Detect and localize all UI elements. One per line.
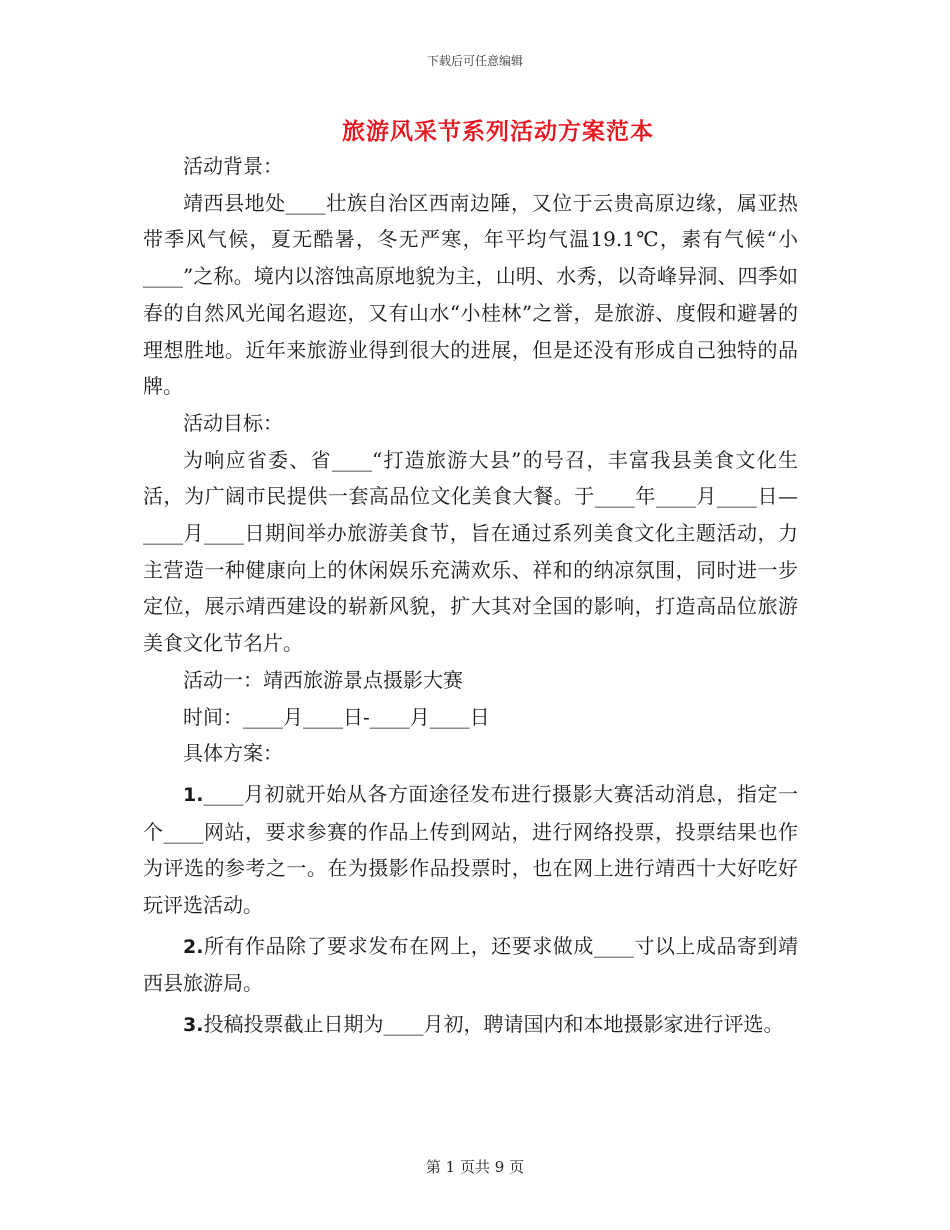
plan-heading: 具体方案： [183, 741, 283, 766]
page-header: 下载后可任意编辑 [426, 54, 523, 68]
item-text: 所有作品除了要求发布在网上，还要求做成____寸以上成品寄到靖西县旅游局。 [143, 933, 798, 996]
numbered-item-2 [143, 928, 798, 1002]
section-heading-goal: 活动目标： [183, 410, 283, 435]
activity-time: 时间：____月____日-____月____日 [183, 704, 490, 729]
document-body [143, 148, 798, 1044]
item-number: 2. [183, 935, 204, 958]
item-text: ____月初就开始从各方面途径发布进行摄影大赛活动消息，指定一个____网站，要求参赛的作品上传到网站，进行网络投票，投票结果也作为评选的参考之一。在为摄影作品投票时，也在网上进行靖西十大好吃好玩评选活动。 [143, 781, 798, 918]
paragraph-background: 靖西县地处____壮族自治区西南边陲，又位于云贵高原边缘，属亚热带季风气候，夏无酷暑，冬无严寒，年平均气温19.1℃，素有气候“小____”之称。境内以溶蚀高原地貌为主，山明、水秀，以奇峰异洞、四季如春的自然风光闻名遐迩，又有山水“小桂林”之誉，是旅游、度假和避暑的理想胜地。近年来旅游业得到很大的进展，但是还没有形成自己独特的品牌。 [143, 190, 798, 399]
item-number: 3. [183, 1014, 204, 1037]
page-footer: 第 1 页共 9 页 [425, 1158, 525, 1176]
item-text: 投稿投票截止日期为____月初，聘请国内和本地摄影家进行评选。 [203, 1012, 784, 1037]
document-title: 旅游风采节系列活动方案范本 [342, 118, 654, 145]
activity-one-heading: 活动一：靖西旅游景点摄影大赛 [183, 667, 463, 692]
numbered-item-3 [143, 1006, 798, 1044]
numbered-item-1 [143, 776, 798, 924]
paragraph-goal: 为响应省委、省____“打造旅游大县”的号召，丰富我县美食文化生活，为广阔市民提供一套高品位文化美食大餐。于____年____月____日—____月____日期间举办旅游美食节，旨在通过系列美食文化主题活动，力主营造一种健康向上的休闲娱乐充满欢乐、祥和的纳凉氛围，同时进一步定位，展示靖西建设的崭新风貌，扩大其对全国的影响，打造高品位旅游美食文化节名片。 [143, 447, 798, 656]
item-number: 1. [183, 783, 204, 806]
section-heading-background: 活动背景： [183, 154, 283, 178]
